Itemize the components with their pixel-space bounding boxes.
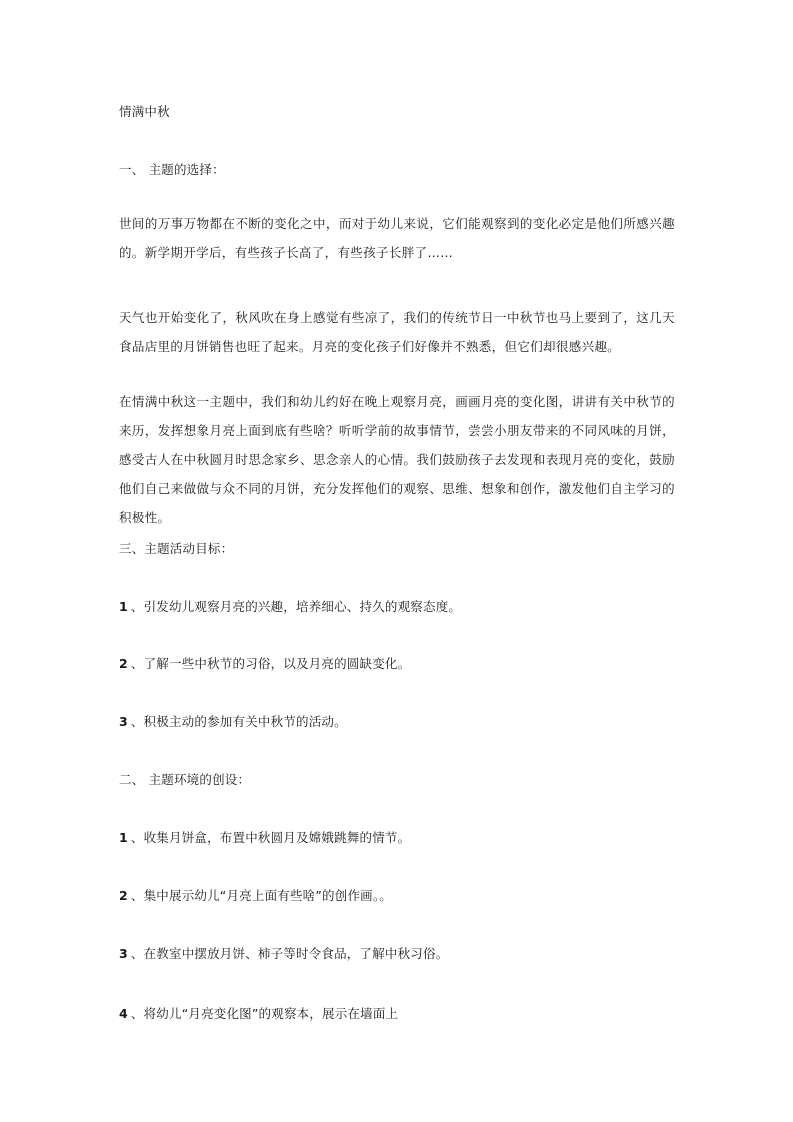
environment-text: 、将幼儿“月亮变化图”的观察本，展示在墙面上	[130, 1006, 399, 1021]
goal-item-2	[119, 655, 410, 672]
goal-number: 1	[119, 599, 128, 614]
environment-number: 4	[119, 1006, 128, 1021]
section-heading-theme-choice: 一、 主题的选择：	[119, 162, 225, 177]
section-heading-goals: 三、主题活动目标：	[119, 541, 234, 556]
environment-item-3	[119, 945, 448, 962]
environment-number: 3	[119, 946, 128, 961]
environment-item-4	[119, 1005, 398, 1022]
goal-number: 2	[119, 656, 128, 671]
paragraph-theme-description: 在情满中秋这一主题中，我们和幼儿约好在晚上观察月亮，画画月亮的变化图，讲讲有关中秋节的来历，发挥想象月亮上面到底有些啥？听听学前的故事情节，尝尝小朋友带来的不同风味的月饼，感受古人在中秋圆月时思念家乡、思念亲人的心情。我们鼓励孩子去发现和表现月亮的变化，鼓励他们自己来做做与众不同的月饼，充分发挥他们的观察、思维、想象和创作，激发他们自主学习的积极性。	[119, 394, 675, 525]
environment-text: 、收集月饼盒，布置中秋圆月及嫦娥跳舞的情节。	[130, 830, 411, 845]
environment-item-1	[119, 829, 410, 846]
environment-text: 、集中展示幼儿“月亮上面有些啥”的创作画。。	[130, 888, 393, 903]
goal-item-3	[119, 713, 347, 730]
environment-number: 1	[119, 830, 128, 845]
environment-text: 、在教室中摆放月饼、柿子等时令食品，了解中秋习俗。	[130, 946, 449, 961]
goal-text: 、了解一些中秋节的习俗，以及月亮的圆缺变化。	[130, 656, 411, 671]
section-heading-environment: 二、 主题环境的创设：	[119, 772, 251, 787]
document-title: 情满中秋	[119, 104, 170, 119]
paragraph-weather: 天气也开始变化了，秋风吹在身上感觉有些凉了，我们的传统节日一中秋节也马上要到了，这几天食品店里的月饼销售也旺了起来。月亮的变化孩子们好像并不熟悉，但它们却很感兴趣。	[119, 310, 675, 354]
goal-text: 、引发幼儿观察月亮的兴趣，培养细心、持久的观察态度。	[130, 599, 462, 614]
goal-text: 、积极主动的参加有关中秋节的活动。	[130, 714, 347, 729]
paragraph-intro: 世间的万事万物都在不断的变化之中，而对于幼儿来说，它们能观察到的变化必定是他们所感兴趣的。新学期开学后，有些孩子长高了，有些孩子长胖了……	[119, 216, 675, 260]
environment-number: 2	[119, 888, 128, 903]
goal-number: 3	[119, 714, 128, 729]
goal-item-1	[119, 598, 461, 615]
environment-item-2	[119, 887, 392, 904]
